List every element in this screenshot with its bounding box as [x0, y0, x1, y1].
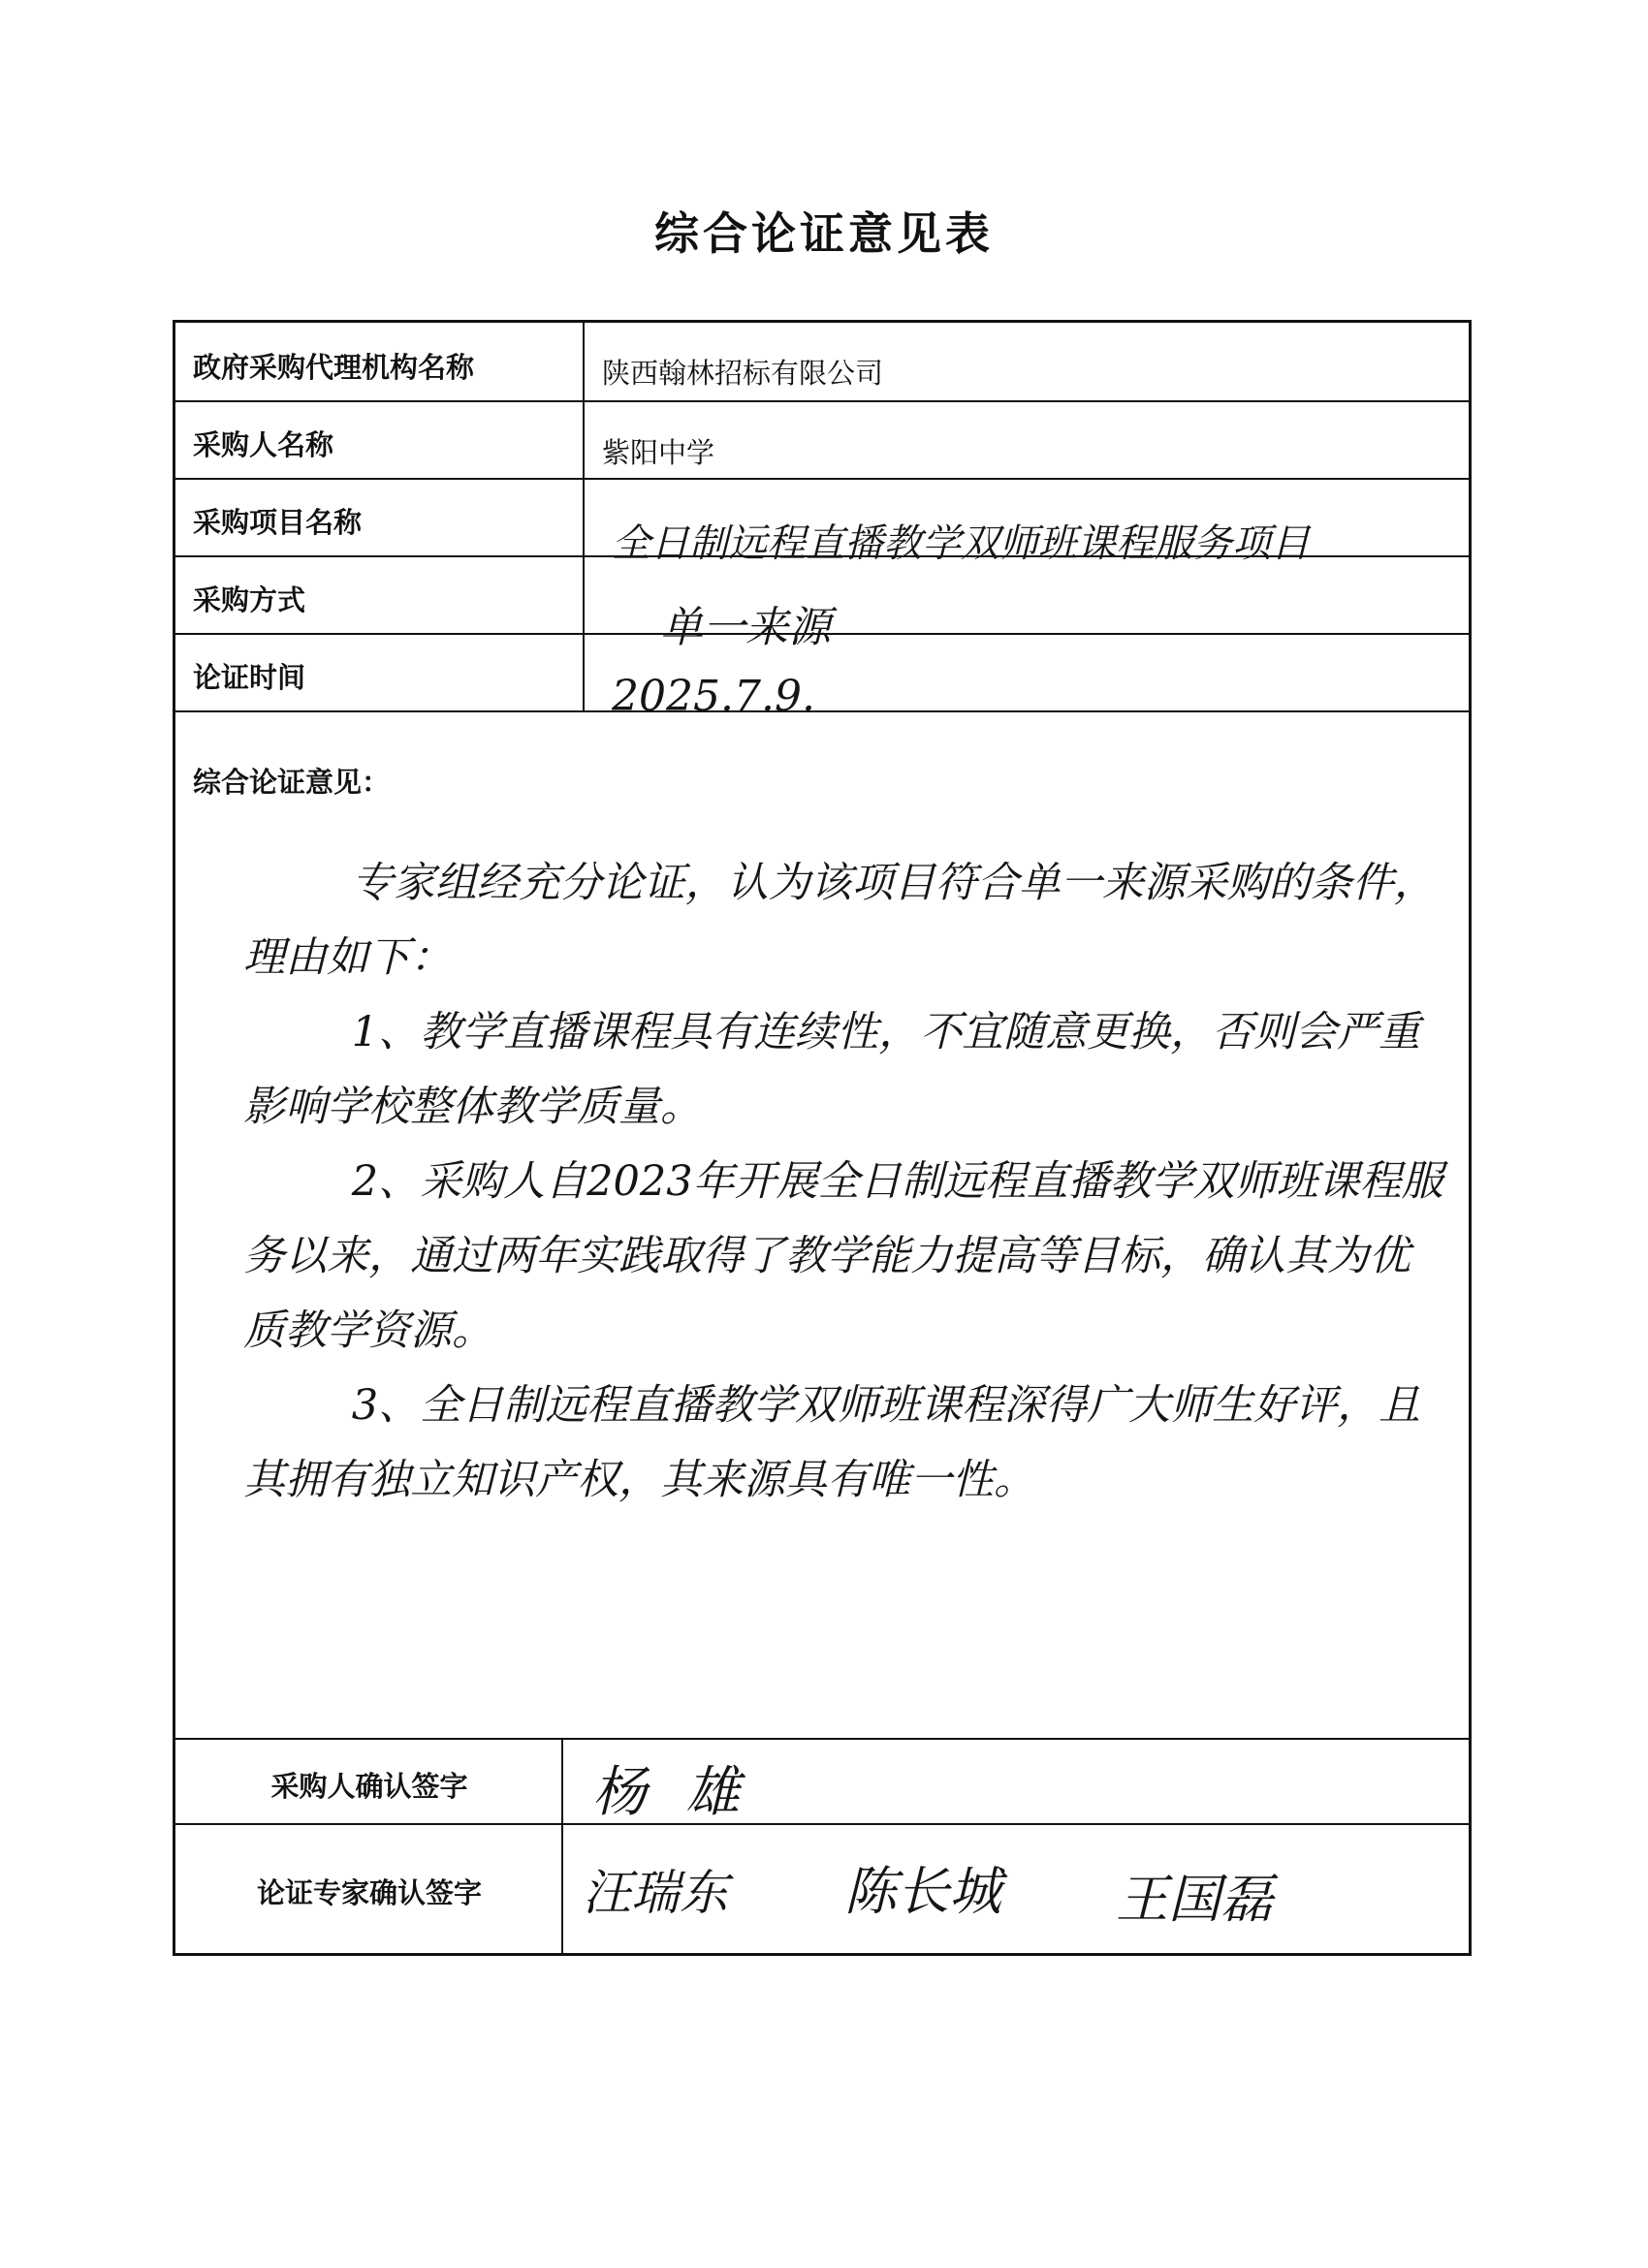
column-divider	[561, 1738, 563, 1953]
agency-name-label: 政府采购代理机构名称	[193, 351, 475, 384]
purchaser-name-label: 采购人名称	[193, 428, 334, 461]
opinion-text	[243, 846, 1445, 1518]
row-divider	[175, 1738, 1469, 1740]
opinion-paragraph: 专家组经充分论证，认为该项目符合单一来源采购的条件，理由如下：	[243, 859, 1436, 982]
purchaser-signature-label: 采购人确认签字	[270, 1770, 468, 1803]
project-name-label: 采购项目名称	[193, 506, 363, 539]
review-date-label: 论证时间	[193, 661, 306, 694]
column-divider	[583, 323, 585, 710]
purchaser-signature: 杨雄	[592, 1761, 778, 1824]
page-title: 综合论证意见表	[654, 207, 994, 260]
opinion-paragraph: 1、教学直播课程具有连续性，不宜随意更换，否则会严重影响学校整体教学质量。	[243, 1008, 1421, 1131]
project-name-value: 全日制远程直播教学双师班课程服务项目	[612, 521, 1310, 566]
opinion-body	[175, 846, 1469, 1718]
procurement-method-label: 采购方式	[193, 583, 306, 616]
row-divider	[175, 710, 1469, 712]
purchaser-name-value: 紫阳中学	[602, 436, 715, 469]
opinion-paragraph: 2、采购人自2023年开展全日制远程直播教学双师班课程服务以来，通过两年实践取得了教学能力提高等目标，确认其为优质教学资源。	[243, 1157, 1443, 1355]
row-divider	[175, 1823, 1469, 1825]
expert-signature-label: 论证专家确认签字	[256, 1876, 482, 1909]
opinion-label: 综合论证意见：	[193, 766, 391, 799]
agency-name-value: 陕西翰林招标有限公司	[602, 357, 884, 390]
expert-signature-1: 汪瑞东	[583, 1865, 728, 1921]
expert-signature-2: 陈长城	[844, 1861, 1001, 1922]
review-date-value: 2025.7.9.	[612, 672, 815, 721]
expert-signature-3: 王国磊	[1116, 1869, 1273, 1930]
row-divider	[175, 400, 1469, 402]
row-divider	[175, 478, 1469, 480]
procurement-method-value: 单一来源	[660, 603, 831, 652]
opinion-form	[173, 320, 1472, 1956]
opinion-paragraph: 3、全日制远程直播教学双师班课程深得广大师生好评，且其拥有独立知识产权，其来源具有唯一性。	[243, 1381, 1421, 1504]
